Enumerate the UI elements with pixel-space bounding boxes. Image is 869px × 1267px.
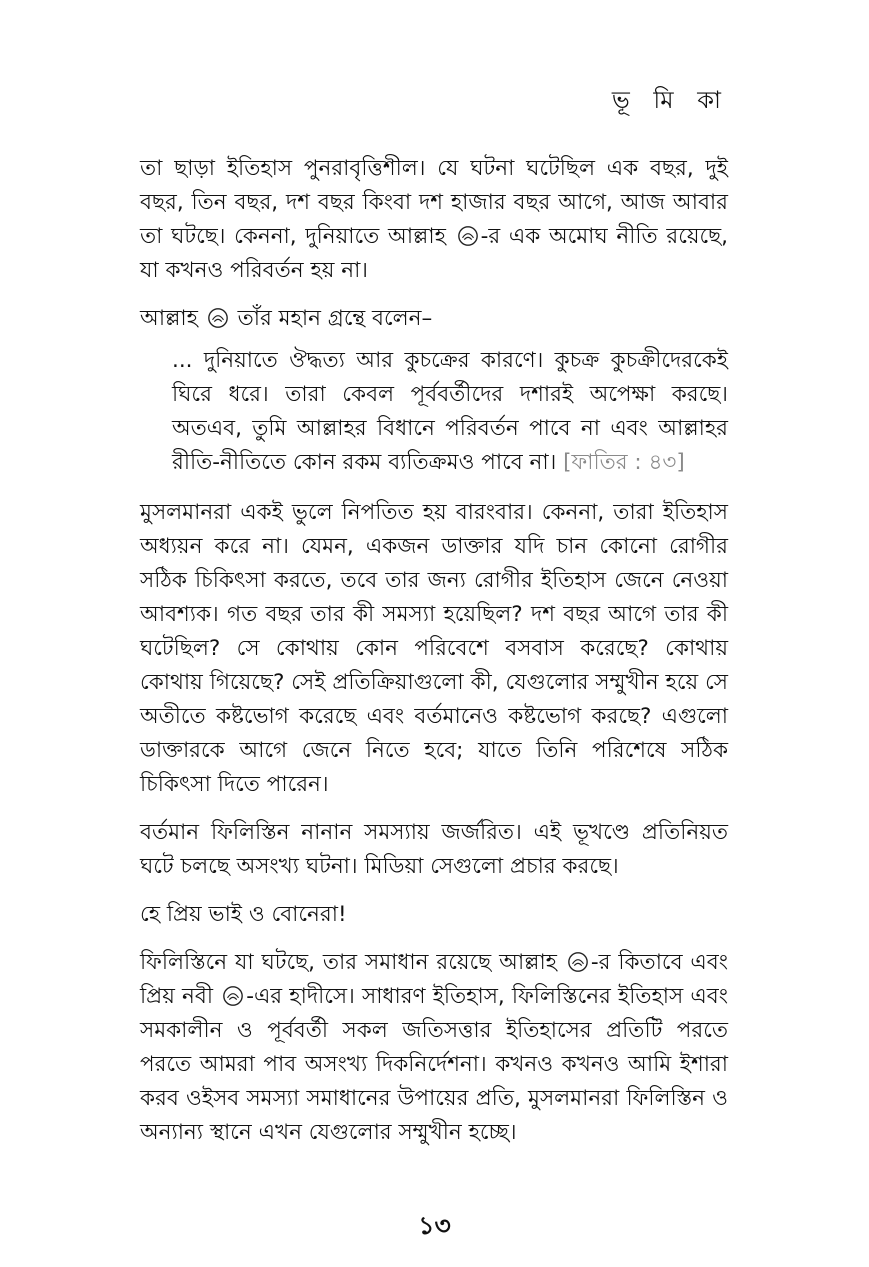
quote-citation: [ফাতির : ৪৩] xyxy=(563,450,685,475)
paragraph-history-repeats xyxy=(140,152,728,288)
page-body xyxy=(140,152,728,1164)
running-header: ভূ মি কা xyxy=(611,86,729,114)
quote-intro-text: আল্লাহ xyxy=(140,306,198,331)
paragraph-palestine-situation: বর্তমান ফিলিস্তিন নানান সমস্যায় জর্জরিত। এই ভূখণ্ডে প্রতিনিয়ত ঘটে চলছে অসংখ্য ঘটনা। মিডিয়া সেগুলো প্রচার করছে। xyxy=(140,820,728,879)
quote-intro xyxy=(140,302,728,336)
quote-text: ... দুনিয়াতে ঔদ্ধত্য আর কুচক্রের কারণে। কুচক্র কুচক্রীদেরকেই ঘিরে ধরে। তারা কেবল পূর্ববর্তীদের দশারই অপেক্ষা করছে। অতএব, তুমি আল্লাহর বিধানে পরিবর্তন পাবে না এবং আল্লাহর রীতি-নীতিতে কোন রকম ব্যতিক্রমও পাবে না। xyxy=(172,348,728,475)
paragraph-text: -এর হাদীসে। সাধারণ ইতিহাস, ফিলিস্তিনের ইতিহাস এবং সমকালীন ও পূর্ববর্তী সকল জতিসত্তার ইতিহাসের প্রতিটি পরতে পরতে আমরা পাব অসংখ্য দিকনির্দেশনা। কখনও কখনও আমি ইশারা করব ওইসব সমস্যা সমাধানের উপায়ের প্রতি, মুসলমানরা ফিলিস্তিন ও অন্যান্য স্থানে এখন যেগুলোর সম্মুখীন হচ্ছে। xyxy=(140,984,728,1145)
honorific-seal-icon xyxy=(567,951,589,973)
paragraph-text: -র কিতাবে এবং প্রিয় নবী xyxy=(140,950,728,1009)
paragraph-text: ফিলিস্তিনে যা ঘটছে, তার সমাধান রয়েছে আল্লাহ xyxy=(140,950,557,975)
paragraph-address: হে প্রিয় ভাই ও বোনেরা! xyxy=(140,902,347,927)
honorific-seal-icon xyxy=(207,307,229,329)
honorific-seal-icon xyxy=(457,225,479,247)
paragraph-text: তা ছাড়া ইতিহাস পুনরাবৃত্তিশীল। যে ঘটনা ঘটেছিল এক বছর, দুই বছর, তিন বছর, দশ বছর কিংবা দশ হাজার বছর আগে, আজ আবার তা ঘটছে। কেননা, দুনিয়াতে আল্লাহ xyxy=(140,156,728,249)
paragraph-text: -র এক অমোঘ নীতি রয়েছে, যা কখনও পরিবর্তন হয় না। xyxy=(140,224,728,283)
quote-intro-text: তাঁর মহান গ্রন্থে বলেন– xyxy=(237,306,433,331)
page-number: ১৩ xyxy=(418,1211,451,1240)
honorific-seal-icon xyxy=(222,985,244,1007)
paragraph-doctor-analogy: মুসলমানরা একই ভুলে নিপতিত হয় বারংবার। কেননা, তারা ইতিহাস অধ্যয়ন করে না। যেমন, একজন ডাক্তার যদি চান কোনো রোগীর সঠিক চিকিৎসা করতে, তবে তার জন্য রোগীর ইতিহাস জেনে নেওয়া আবশ্যক। গত বছর তার কী সমস্যা হয়েছিল? দশ বছর আগে তার কী ঘটেছিল? সে কোথায় কোন পরিবেশে বসবাস করেছে? কোথায় কোথায় গিয়েছে? সেই প্রতিক্রিয়াগুলো কী, যেগুলোর সম্মুখীন হয়ে সে অতীতে কষ্টভোগ করেছে এবং বর্তমানেও কষ্টভোগ করছে? এগুলো ডাক্তারকে আগে জেনে নিতে হবে; যাতে তিনি পরিশেষে সঠিক চিকিৎসা দিতে পারেন। xyxy=(140,500,728,797)
quran-quote xyxy=(172,344,728,480)
paragraph-solution xyxy=(140,946,728,1150)
